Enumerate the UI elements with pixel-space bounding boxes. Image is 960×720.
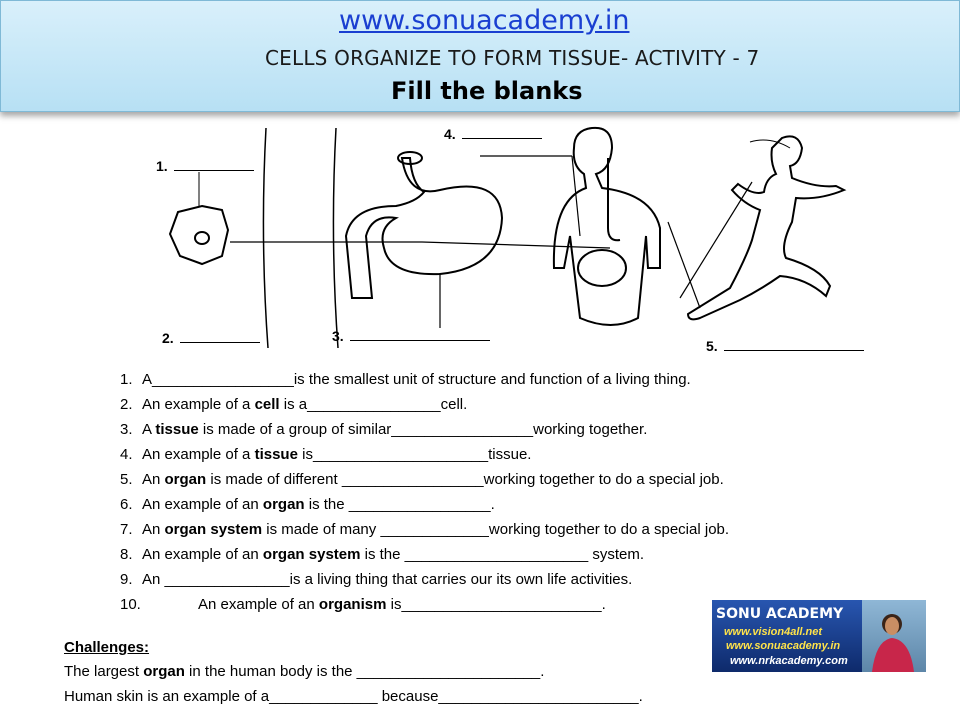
runner-drawing bbox=[688, 136, 844, 319]
diagram-label-2: 2. bbox=[162, 330, 260, 346]
sentence-text: Human skin is an example of a_____________ because________________________. bbox=[64, 688, 643, 705]
question-number: 5. bbox=[120, 471, 133, 488]
sentence-text: An example of a bbox=[142, 396, 255, 413]
teacher-photo bbox=[862, 600, 926, 672]
question-number: 4. bbox=[120, 446, 133, 463]
question-number: 1. bbox=[120, 371, 133, 388]
sentence-text: A_________________is the smallest unit of structure and function of a living thing. bbox=[142, 371, 691, 388]
diagram-label-4: 4. bbox=[444, 126, 542, 142]
sentence-text: An example of an bbox=[198, 596, 319, 613]
challenge-question bbox=[64, 687, 643, 712]
sentence-text: An example of a bbox=[142, 446, 255, 463]
activity-subtitle: CELLS ORGANIZE TO FORM TISSUE- ACTIVITY - 7 bbox=[265, 46, 760, 70]
sentence-text: A bbox=[142, 421, 156, 438]
challenges-title: Challenges: bbox=[64, 639, 150, 656]
key-term: organ system bbox=[262, 546, 361, 563]
sentence-text: The largest bbox=[64, 663, 144, 680]
tissue-drawing bbox=[263, 128, 338, 348]
title-banner bbox=[0, 0, 960, 112]
question-item bbox=[120, 520, 729, 545]
logo-title: SONU ACADEMY bbox=[716, 606, 844, 622]
sentence-text: An example of an bbox=[142, 496, 263, 513]
sentence-text: An bbox=[142, 521, 165, 538]
challenges-section bbox=[64, 639, 643, 712]
sentence-text: An example of an bbox=[142, 546, 263, 563]
page-heading: Fill the blanks bbox=[391, 77, 583, 105]
sentence-text: is the ______________________ system. bbox=[360, 546, 645, 563]
logo-url-1: www.vision4all.net bbox=[724, 626, 823, 638]
sentence-text: is made of different _________________working together to do a special job. bbox=[206, 471, 724, 488]
question-number: 6. bbox=[120, 496, 133, 513]
question-item bbox=[120, 420, 729, 445]
question-item bbox=[120, 370, 729, 395]
question-number: 10. bbox=[120, 596, 141, 613]
key-term: organ system bbox=[164, 521, 263, 538]
question-number: 9. bbox=[120, 571, 133, 588]
logo-panel bbox=[712, 600, 862, 672]
question-number: 2. bbox=[120, 396, 133, 413]
stomach-drawing bbox=[346, 158, 502, 298]
human-body-drawing bbox=[554, 128, 660, 325]
challenge-rows bbox=[64, 662, 643, 712]
key-term: organ bbox=[164, 471, 207, 488]
question-item bbox=[120, 570, 729, 595]
question-item bbox=[120, 545, 729, 570]
sentence-text: An bbox=[142, 471, 165, 488]
question-item bbox=[120, 395, 729, 420]
key-term: organism bbox=[318, 596, 387, 613]
academy-logo bbox=[712, 600, 926, 672]
sentence-text: is a________________cell. bbox=[279, 396, 468, 413]
question-item bbox=[120, 495, 729, 520]
sentence-text: is made of many _____________working together to do a special job. bbox=[262, 521, 730, 538]
diagram-label-1: 1. bbox=[156, 158, 254, 174]
challenge-question bbox=[64, 662, 643, 687]
sentence-text: is made of a group of similar_________________working together. bbox=[198, 421, 648, 438]
question-number: 8. bbox=[120, 546, 133, 563]
question-list bbox=[120, 370, 729, 620]
key-term: tissue bbox=[254, 446, 298, 463]
diagram-blank bbox=[462, 138, 542, 139]
question-item bbox=[120, 445, 729, 470]
diagram-blank bbox=[724, 350, 864, 351]
key-term: organ bbox=[262, 496, 305, 513]
site-link[interactable]: www.sonuacademy.in bbox=[339, 5, 630, 36]
cell-drawing bbox=[170, 206, 228, 264]
sentence-text: in the human body is the ______________________. bbox=[184, 663, 545, 680]
key-term: cell bbox=[254, 396, 280, 413]
diagram-blank bbox=[350, 340, 490, 341]
question-number: 3. bbox=[120, 421, 133, 438]
sentence-text: is________________________. bbox=[386, 596, 606, 613]
diagram-blank bbox=[174, 170, 254, 171]
diagram-label-3: 3. bbox=[332, 328, 490, 344]
key-term: organ bbox=[143, 663, 185, 680]
sentence-text: is the _________________. bbox=[304, 496, 495, 513]
sentence-text: An _______________is a living thing that carries our its own life activities. bbox=[142, 571, 633, 588]
organization-diagram bbox=[140, 118, 880, 368]
question-number: 7. bbox=[120, 521, 133, 538]
diagram-label-5: 5. bbox=[706, 338, 864, 354]
question-item bbox=[120, 470, 729, 495]
question-item bbox=[120, 595, 729, 620]
logo-url-2: www.sonuacademy.in bbox=[726, 640, 841, 652]
diagram-blank bbox=[180, 342, 260, 343]
logo-url-3: www.nrkacademy.com bbox=[730, 655, 848, 667]
key-term: tissue bbox=[155, 421, 199, 438]
sentence-text: is_____________________tissue. bbox=[297, 446, 532, 463]
